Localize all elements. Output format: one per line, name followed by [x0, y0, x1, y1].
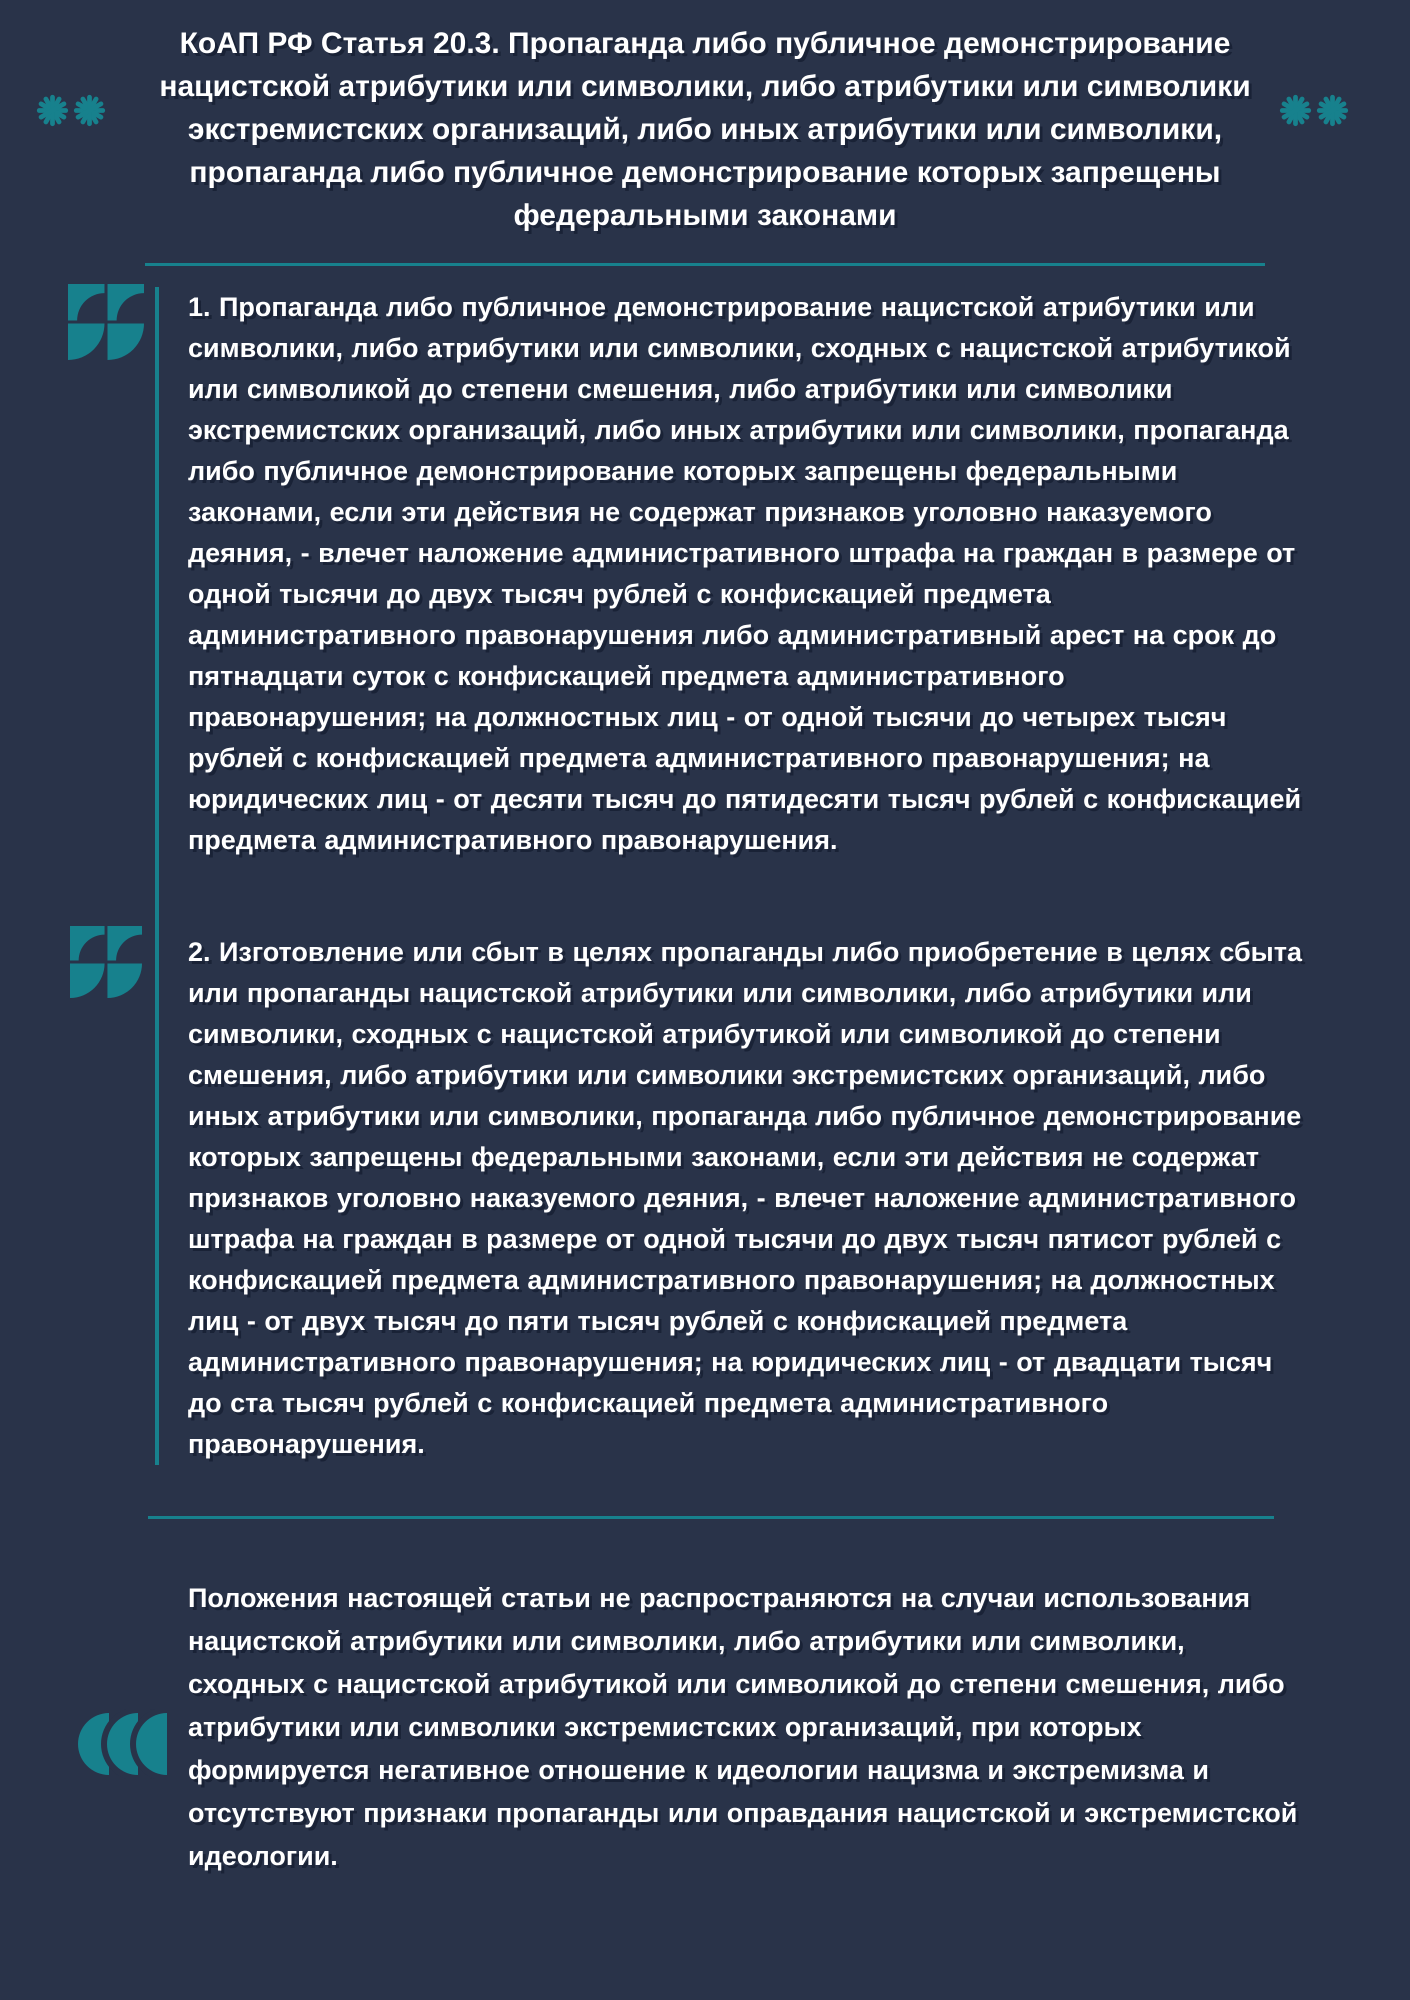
- double-quote-icon: [68, 284, 144, 360]
- clause-2-text: 2. Изготовление или сбыт в целях пропаганды либо приобретение в целях сбыта или пропаганды нацистской атрибутики или символики, либо атрибутики или символики, сходных с нацистской атрибутикой или символикой до степени смешения, либо атрибутики или символики экстремистских организаций, либо иных атрибутики или символики, пропаганда либо публичное демонстрирование которых запрещены федеральными законами, если эти действия не содержат признаков уголовно наказуемого деяния, - влечет наложение административного штрафа на граждан в размере от одной тысячи до двух тысяч пятисот рублей с конфискацией предмета административного правонарушения; на должностных лиц - от двух тысяч до пяти тысяч рублей с конфискацией предмета административного правонарушения; на юридических лиц - от двадцати тысяч до ста тысяч рублей с конфискацией предмета административного правонарушения.: [188, 937, 1302, 1459]
- title-divider: [145, 263, 1265, 266]
- article-title: КоАП РФ Статья 20.3. Пропаганда либо публичное демонстрирование нацистской атрибутики или символики, либо атрибутики или символики экстремистских организаций, либо иных атрибутики или символики, пропаганда либо публичное демонстрирование которых запрещены федеральными законами: [159, 27, 1251, 232]
- asterisk-pair-left: [36, 94, 110, 127]
- clause-1-text: 1. Пропаганда либо публичное демонстрирование нацистской атрибутики или символики, либо атрибутики или символики, сходных с нацистской атрибутикой или символикой до степени смешения, либо атрибутики или символики экстремистских организаций, либо иных атрибутики или символики, пропаганда либо публичное демонстрирование которых запрещены федеральными законами, если эти действия не содержат признаков уголовно наказуемого деяния, - влечет наложение административного штрафа на граждан в размере от одной тысячи до двух тысяч рублей с конфискацией предмета административного правонарушения либо административный арест на срок до пятнадцати суток с конфискацией предмета административного правонарушения; на должностных лиц - от одной тысячи до четырех тысяч рублей с конфискацией предмета административного правонарушения; на юридических лиц - от десяти тысяч до пятидесяти тысяч рублей с конфискацией предмета административного правонарушения.: [188, 292, 1302, 855]
- asterisk-icon: [73, 94, 106, 127]
- note-divider: [148, 1516, 1274, 1519]
- note-text: Положения настоящей статьи не распространяются на случаи использования нацистской атрибутики или символики, либо атрибутики или символики, сходных с нацистской атрибутикой или символикой до степени смешения, либо атрибутики или символики экстремистских организаций, при которых формируется негативное отношение к идеологии нацизма и экстремизма и отсутствуют признаки пропаганды или оправдания нацистской и экстремистской идеологии.: [188, 1583, 1298, 1871]
- double-quote-icon: [70, 926, 142, 998]
- quote-accent-line: [155, 287, 159, 1465]
- asterisk-icon: [36, 94, 69, 127]
- asterisk-pair-right: [1279, 94, 1353, 127]
- asterisk-icon: [1316, 94, 1349, 127]
- triple-half-disc-quote-icon: [76, 1709, 170, 1779]
